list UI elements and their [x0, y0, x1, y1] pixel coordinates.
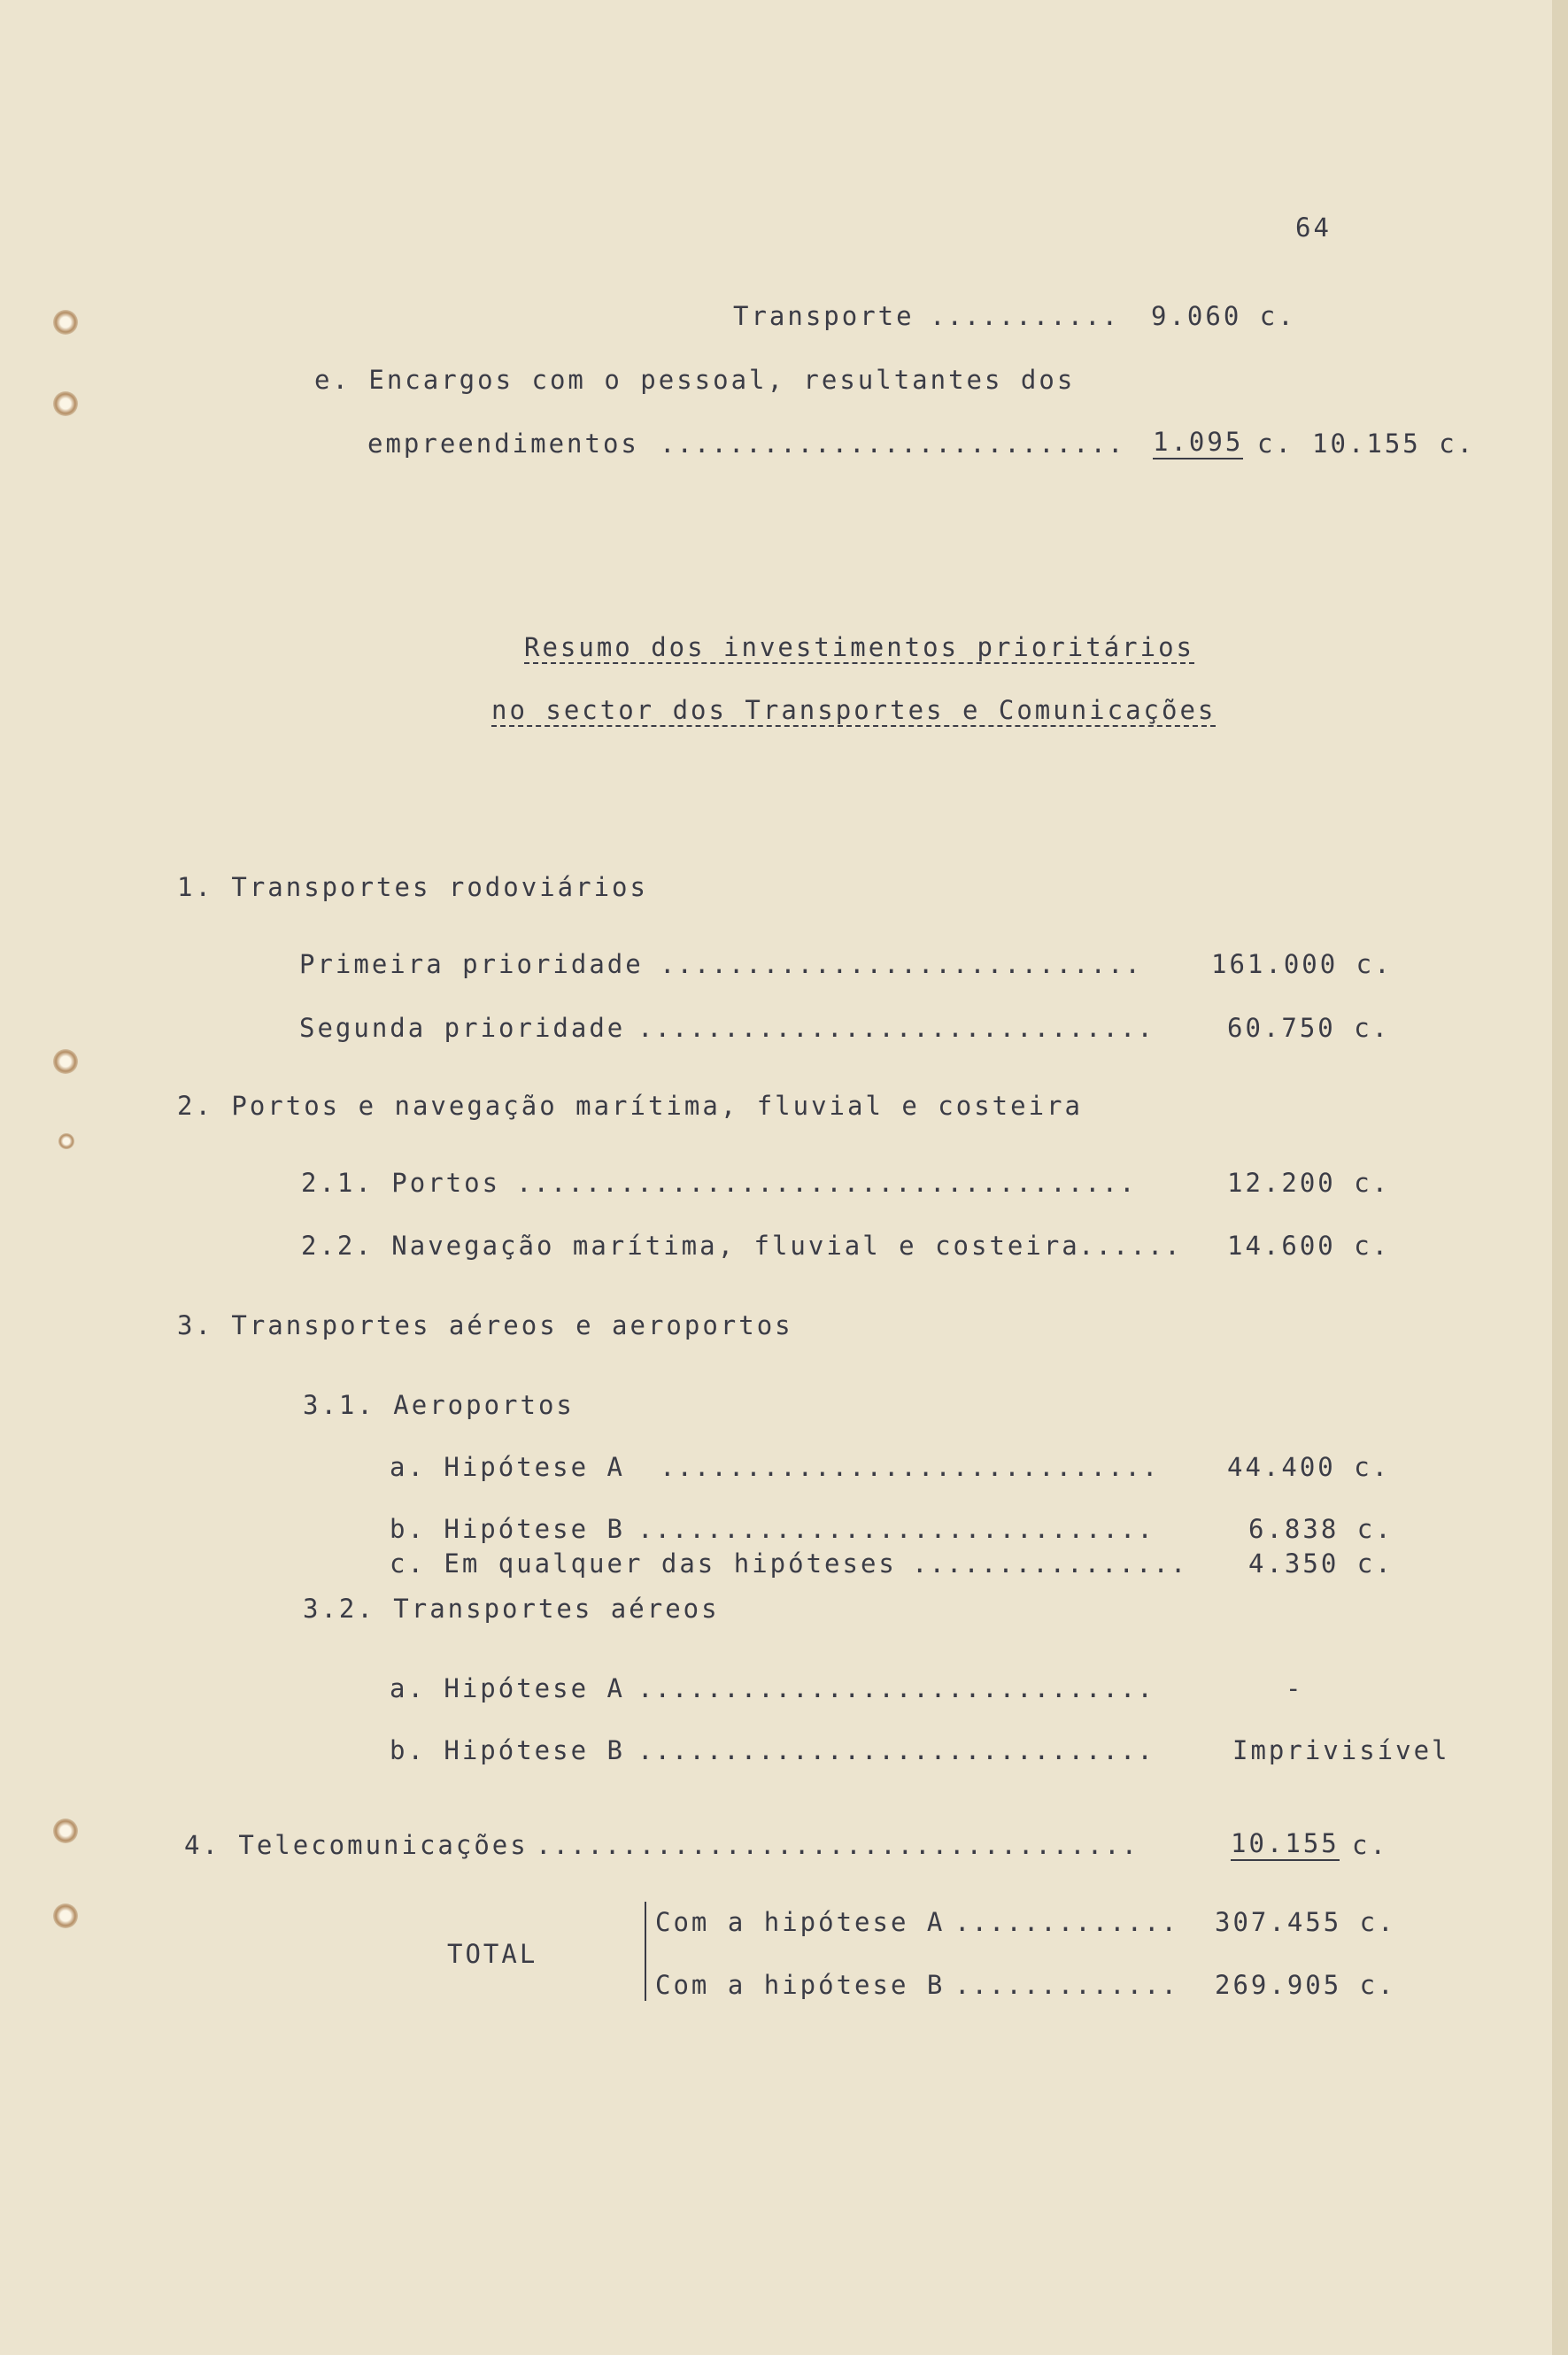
item-e-value: 1.095 [1153, 429, 1243, 459]
s3-air-hypothesis-a-value: - [1286, 1673, 1304, 1703]
s4-unit: c. [1352, 1830, 1388, 1860]
binder-hole [53, 1818, 78, 1843]
s1-first-priority-label: Primeira prioridade [299, 949, 644, 979]
carry-forward-value: 9.060 c. [1151, 301, 1296, 331]
s2-ports-dots: .................................... [516, 1168, 1137, 1198]
section-4-heading: 4. Telecomunicações [184, 1830, 529, 1860]
s3-air-hypothesis-a-label: a. Hipótese A [390, 1673, 625, 1703]
s3-airports-subheading: 3.1. Aeroportos [303, 1390, 575, 1420]
binder-hole [58, 1133, 74, 1149]
s2-ports-label: 2.1. Portos [301, 1168, 501, 1198]
s4-value: 10.155 [1231, 1831, 1340, 1861]
s3-air-hypothesis-a-dots: .............................. [637, 1673, 1155, 1703]
item-e-line2: empreendimentos [367, 429, 639, 459]
binder-hole [53, 1049, 78, 1074]
s2-navigation-dots: ...... [1078, 1231, 1182, 1261]
carry-forward-label: Transporte [733, 301, 915, 331]
item-e-line1: e. Encargos com o pessoal, resultantes dos [314, 365, 1076, 395]
binder-hole [53, 1903, 78, 1928]
s2-navigation-label: 2.2. Navegação marítima, fluvial e costeira [301, 1231, 1080, 1261]
section-3-heading: 3. Transportes aéreos e aeroportos [177, 1310, 793, 1340]
s3-hypothesis-a-dots: ............................. [660, 1452, 1160, 1482]
s2-ports-value: 12.200 c. [1227, 1168, 1391, 1198]
s4-dots: ................................... [536, 1830, 1139, 1860]
s3-either-hypothesis-dots: ................ [912, 1548, 1188, 1579]
total-hypothesis-a-value: 307.455 c. [1215, 1907, 1396, 1937]
total-bracket [645, 1902, 646, 2001]
section-1-heading: 1. Transportes rodoviários [177, 872, 648, 902]
total-hypothesis-a-label: Com a hipótese A [655, 1907, 946, 1937]
total-label: TOTAL [447, 1939, 538, 1969]
s3-hypothesis-a-label: a. Hipótese A [390, 1452, 625, 1482]
s1-first-priority-value: 161.000 c. [1211, 949, 1393, 979]
s3-air-hypothesis-b-label: b. Hipótese B [390, 1735, 625, 1765]
item-e-total: 10.155 c. [1312, 429, 1476, 459]
title-line2: no sector dos Transportes e Comunicações [491, 695, 1217, 725]
s3-either-hypothesis-value: 4.350 c. [1248, 1548, 1394, 1579]
item-e-unit: c. [1257, 429, 1294, 459]
paper-edge [1552, 0, 1568, 2355]
page-number: 64 [1295, 212, 1332, 243]
s1-first-priority-dots: ............................ [660, 949, 1142, 979]
binder-hole [53, 391, 78, 416]
s3-hypothesis-b-value: 6.838 c. [1248, 1514, 1394, 1544]
s1-second-priority-value: 60.750 c. [1227, 1013, 1391, 1043]
s3-air-transport-subheading: 3.2. Transportes aéreos [303, 1594, 720, 1624]
total-hypothesis-b-value: 269.905 c. [1215, 1970, 1396, 2000]
binder-hole [53, 310, 78, 335]
total-hypothesis-b-label: Com a hipótese B [655, 1970, 946, 2000]
s1-second-priority-dots: .............................. [637, 1013, 1155, 1043]
title-line1: Resumo dos investimentos prioritários [524, 632, 1195, 662]
s3-air-hypothesis-b-value: Imprivisível [1232, 1735, 1450, 1765]
total-hypothesis-a-dots: ............. [954, 1907, 1178, 1937]
s3-hypothesis-b-dots: .............................. [637, 1514, 1155, 1544]
s3-hypothesis-a-value: 44.400 c. [1227, 1452, 1391, 1482]
s1-second-priority-label: Segunda prioridade [299, 1013, 626, 1043]
s3-air-hypothesis-b-dots: .............................. [637, 1735, 1155, 1765]
section-2-heading: 2. Portos e navegação marítima, fluvial e costeira [177, 1091, 1083, 1121]
item-e-dots: ........................... [660, 429, 1125, 459]
s3-hypothesis-b-label: b. Hipótese B [390, 1514, 625, 1544]
s3-either-hypothesis-label: c. Em qualquer das hipóteses [390, 1548, 897, 1579]
s2-navigation-value: 14.600 c. [1227, 1231, 1391, 1261]
total-hypothesis-b-dots: ............. [954, 1970, 1178, 2000]
carry-forward-dots: ........... [930, 301, 1120, 331]
